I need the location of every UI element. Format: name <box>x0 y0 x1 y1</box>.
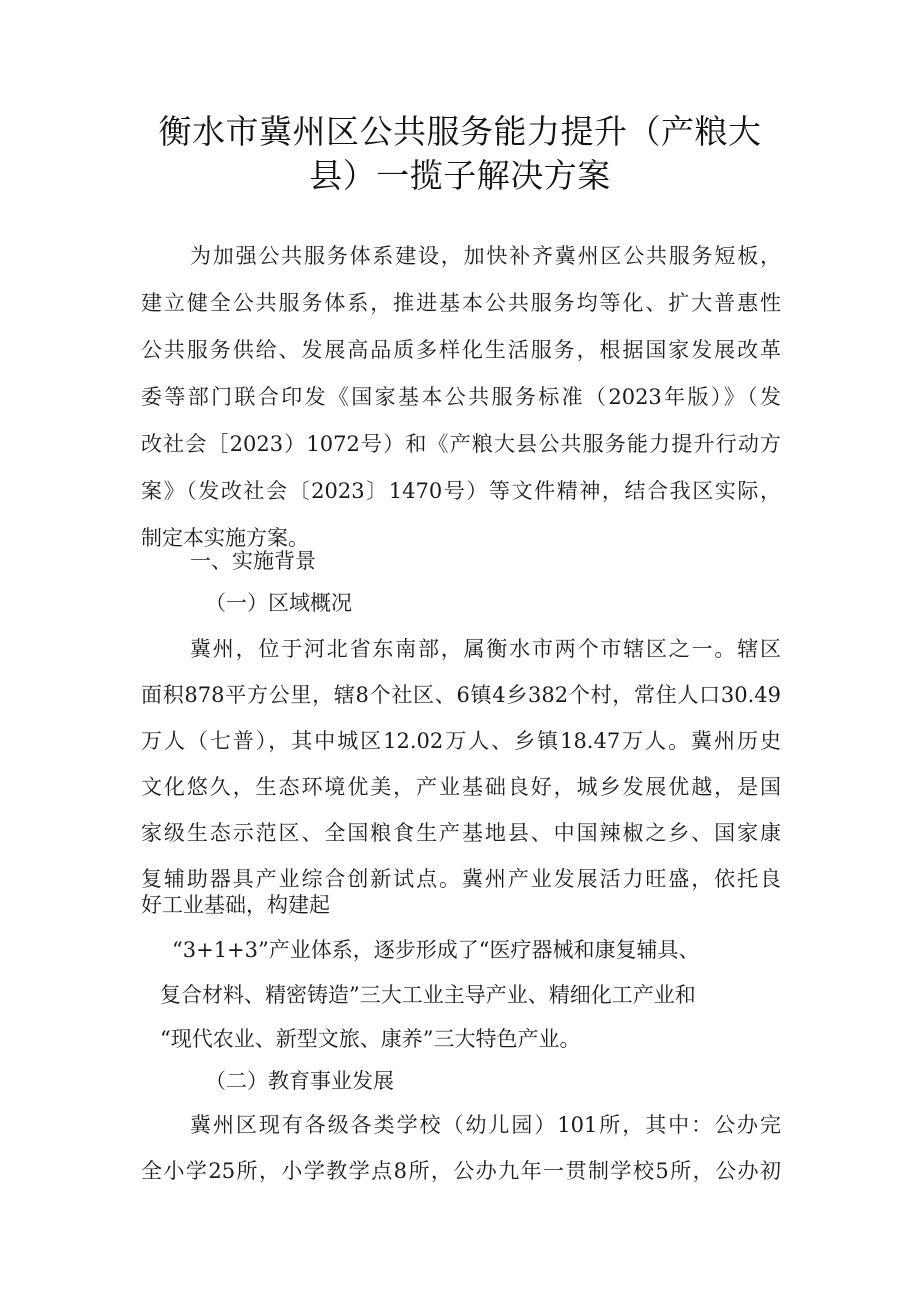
intro-line: 制定本实施方案。 <box>141 526 309 550</box>
document-title <box>140 110 780 198</box>
section-heading: 一、实施背景 <box>190 549 316 573</box>
region-line: 万人（七普），其中城区12.02万人、乡镇18.47万人。冀州历史 <box>141 729 781 753</box>
region-line: 文化悠久，生态环境优美，产业基础良好，城乡发展优越，是国 <box>141 775 781 799</box>
education-line: 冀州区现有各级各类学校（幼儿园）101所，其中：公办完 <box>190 1113 781 1137</box>
region-line: 家级生态示范区、全国粮食生产基地县、中国辣椒之乡、国家康 <box>141 821 781 845</box>
subsection-heading: （二）教育事业发展 <box>205 1069 394 1093</box>
education-line: 全小学25所，小学教学点8所，公办九年一贯制学校5所，公办初 <box>141 1159 781 1183</box>
region-line: 复辅助器具产业综合创新试点。冀州产业发展活力旺盛，依托良 <box>141 867 781 891</box>
intro-line: 建立健全公共服务体系，推进基本公共服务均等化、扩大普惠性 <box>141 291 781 315</box>
title-line-2: 县）一揽子解决方案 <box>309 156 611 195</box>
industry-line: “3+1+3”产业体系，逐步形成了“医疗器械和康复辅具、 <box>172 938 700 962</box>
intro-line: 为加强公共服务体系建设，加快补齐冀州区公共服务短板， <box>190 244 781 268</box>
intro-line: 改社会［2023）1072号）和《产粮大县公共服务能力提升行动方 <box>141 432 781 456</box>
intro-line: 公共服务供给、发展高品质多样化生活服务，根据国家发展改革 <box>141 338 781 362</box>
intro-line: 委等部门联合印发《国家基本公共服务标准（2023年版）》（发 <box>141 385 781 409</box>
title-line-1: 衡水市冀州区公共服务能力提升（产粮大 <box>158 112 762 151</box>
industry-line: 复合材料、精密铸造”三大工业主导产业、精细化工产业和 <box>160 983 696 1007</box>
region-line: 好工业基础，构建起 <box>141 893 330 917</box>
subsection-heading: （一）区域概况 <box>205 591 352 615</box>
intro-line: 案》（发改社会〔2023〕1470号）等文件精神，结合我区实际， <box>141 479 781 503</box>
region-line: 冀州，位于河北省东南部，属衡水市两个市辖区之一。辖区 <box>190 637 781 661</box>
region-line: 面积878平方公里，辖8个社区、6镇4乡382个村，常住人口30.49 <box>141 683 781 707</box>
industry-line: “现代农业、新型文旅、康养”三大特色产业。 <box>160 1027 581 1051</box>
